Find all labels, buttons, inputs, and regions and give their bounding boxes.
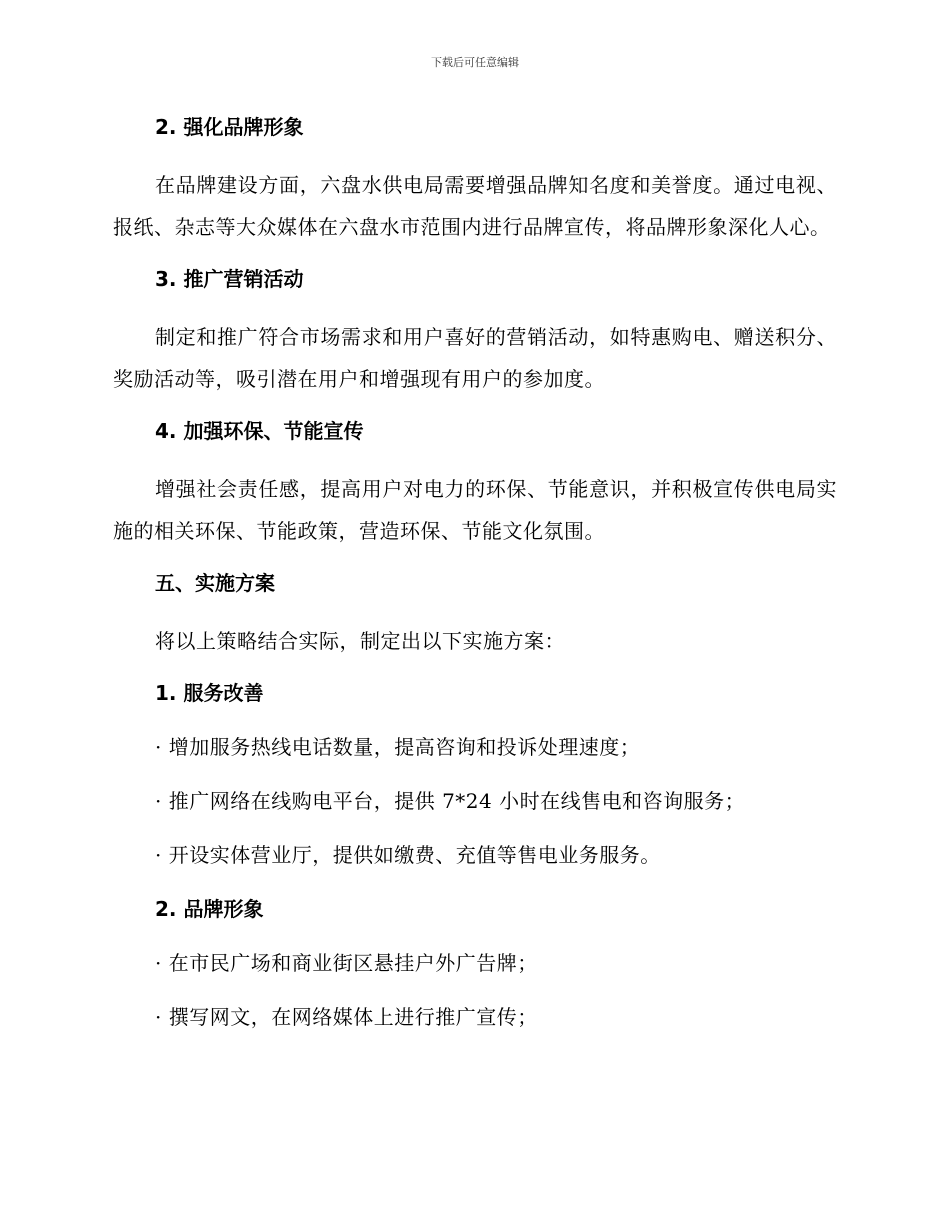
paragraph-environmental-promotion: 增强社会责任感，提高用户对电力的环保、节能意识，并积极宣传供电局实施的相关环保、节能政策，营造环保、节能文化氛围。 [113, 477, 837, 543]
page-header-note: 下载后可任意编辑 [431, 56, 519, 69]
bullet-online-platform: · 推广网络在线购电平台，提供 7*24 小时在线售电和咨询服务； [155, 789, 746, 813]
bullet-outdoor-ads: · 在市民广场和商业街区悬挂户外广告牌； [155, 951, 538, 975]
section-heading-implementation-plan: 五、实施方案 [155, 571, 275, 595]
section-heading-service-improvement: 1. 服务改善 [155, 681, 264, 705]
paragraph-marketing-activities: 制定和推广符合市场需求和用户喜好的营销活动，如特惠购电、赠送积分、奖励活动等，吸引潜在用户和增强现有用户的参加度。 [113, 325, 837, 391]
section-heading-brand-plan: 2. 品牌形象 [155, 897, 264, 921]
document-body [113, 110, 837, 1054]
bullet-service-hall: · 开设实体营业厅，提供如缴费、充值等售电业务服务。 [155, 843, 661, 867]
paragraph-brand-building: 在品牌建设方面，六盘水供电局需要增强品牌知名度和美誉度。通过电视、报纸、杂志等大众媒体在六盘水市范围内进行品牌宣传，将品牌形象深化人心。 [113, 173, 837, 239]
bullet-online-articles: · 撰写网文，在网络媒体上进行推广宣传； [155, 1005, 538, 1029]
section-heading-marketing-activities: 3. 推广营销活动 [155, 267, 304, 291]
paragraph-implementation-intro: 将以上策略结合实际，制定出以下实施方案： [155, 629, 565, 653]
section-heading-environmental-promotion: 4. 加强环保、节能宣传 [155, 419, 364, 443]
bullet-hotline: · 增加服务热线电话数量，提高咨询和投诉处理速度； [155, 735, 641, 759]
section-heading-brand-image: 2. 强化品牌形象 [155, 115, 304, 139]
